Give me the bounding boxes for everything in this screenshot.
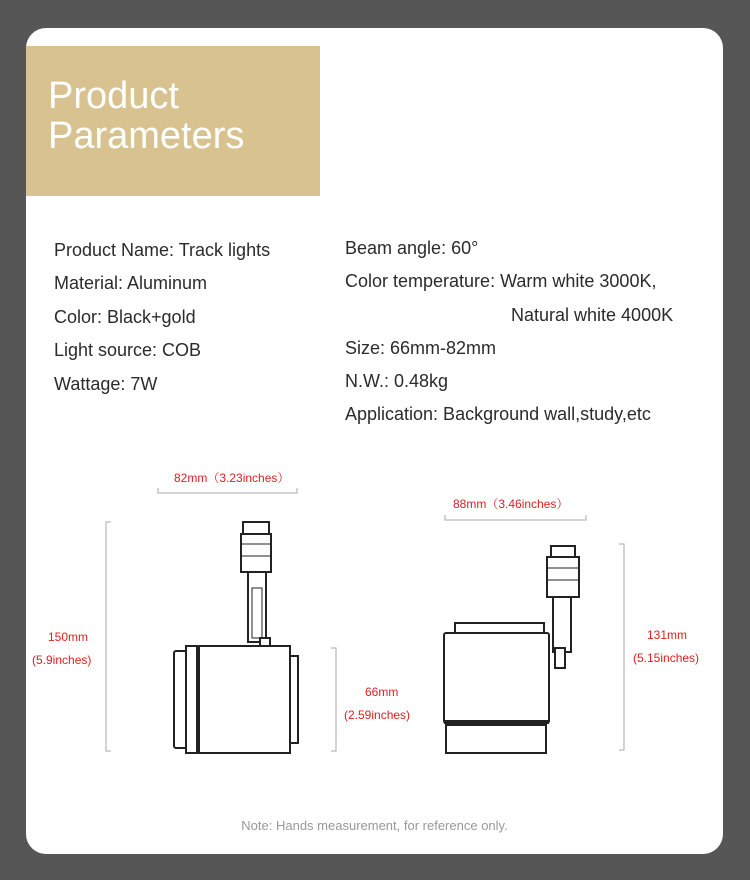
spec-size: Size: 66mm-82mm — [345, 338, 497, 358]
dim-right-width: 88mm（3.46inches） — [453, 497, 569, 511]
spec-color-temperature-cont: Natural white 4000K — [511, 305, 674, 325]
spec-application: Application: Background wall,study,etc — [345, 404, 651, 424]
spec-product-name: Product Name: Track lights — [54, 240, 271, 260]
spec-net-weight: N.W.: 0.48kg — [345, 371, 449, 391]
product-parameters-card — [26, 28, 723, 854]
spec-wattage: Wattage: 7W — [54, 374, 158, 394]
dim-head-height-in: (2.59inches) — [344, 708, 411, 722]
dim-right-height-mm: 131mm — [647, 628, 688, 642]
measurement-note: Note: Hands measurement, for reference only. — [241, 818, 508, 833]
spec-color: Color: Black+gold — [54, 307, 196, 327]
dim-head-height-mm: 66mm — [365, 685, 399, 699]
dim-left-height-mm: 150mm — [48, 630, 89, 644]
spec-light-source: Light source: COB — [54, 340, 202, 360]
spec-material: Material: Aluminum — [54, 273, 208, 293]
title-line-2: Parameters — [48, 115, 245, 157]
dim-left-height-in: (5.9inches) — [32, 653, 92, 667]
dim-left-width: 82mm（3.23inches） — [174, 471, 290, 485]
title-line-1: Product — [48, 75, 179, 117]
track-light-side-view — [174, 522, 298, 753]
spec-beam-angle: Beam angle: 60° — [345, 238, 479, 258]
dim-right-height-in: (5.15inches) — [633, 651, 700, 665]
track-light-front-view — [444, 546, 579, 753]
spec-color-temperature: Color temperature: Warm white 3000K, — [345, 271, 657, 291]
dimension-drawings — [26, 28, 723, 854]
